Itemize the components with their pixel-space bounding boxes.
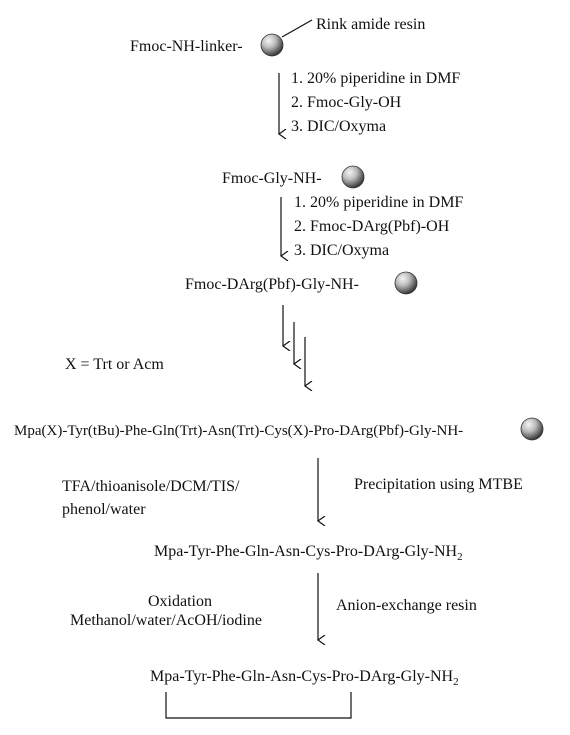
intermediate-darg-gly: Fmoc-DArg(Pbf)-Gly-NH- <box>185 276 359 293</box>
resin-pointer-line <box>282 20 312 37</box>
cyclic-peptide: Mpa-$Tyr-Phe-Gln-Asn-Cys-Pro-DArg-Gly-NH_2$ <box>150 668 459 688</box>
intermediate-gly: Fmoc-Gly-NH- <box>222 170 322 187</box>
oxidation-conditions: Methanol/water/AcOH/iodine <box>70 612 262 629</box>
protected-peptide: Mpa(X)-Tyr(tBu)-Phe-Gln(Trt)-Asn(Trt)-Cys(X)-Pro-DArg(Pbf)-Gly-NH- <box>14 423 464 439</box>
step2-reagent-3: 3. DIC/Oxyma <box>294 242 390 259</box>
linear-peptide: Mpa-$Tyr-Phe-Gln-Asn-Cys-Pro-DArg-Gly-NH_2$ <box>154 543 463 563</box>
resin-bead-icon <box>521 418 543 440</box>
step1-reagent-1: 1. 20% piperidine in DMF <box>291 70 461 87</box>
resin-bead-icon <box>261 34 283 56</box>
cleavage-cocktail-1: TFA/thioanisole/DCM/TIS/ <box>62 478 240 495</box>
resin-bead-icon <box>395 272 417 294</box>
disulfide-bridge <box>166 692 351 718</box>
step1-reagent-2: 2. Fmoc-Gly-OH <box>291 94 402 111</box>
step1-reagent-3: 3. DIC/Oxyma <box>291 118 387 135</box>
anion-exchange-note: Anion-exchange resin <box>336 597 477 614</box>
step2-reagent-1: 1. 20% piperidine in DMF <box>294 194 464 211</box>
resin-bead-icon <box>342 166 364 188</box>
step2-reagent-2: 2. Fmoc-DArg(Pbf)-OH <box>294 218 450 235</box>
x-definition: X = Trt or Acm <box>65 356 164 373</box>
start-material: Fmoc-NH-linker- <box>130 38 243 55</box>
oxidation-label: Oxidation <box>148 593 212 610</box>
cleavage-cocktail-2: phenol/water <box>62 501 146 518</box>
precipitation-note: Precipitation using MTBE <box>354 476 523 493</box>
resin-label: Rink amide resin <box>316 16 426 33</box>
